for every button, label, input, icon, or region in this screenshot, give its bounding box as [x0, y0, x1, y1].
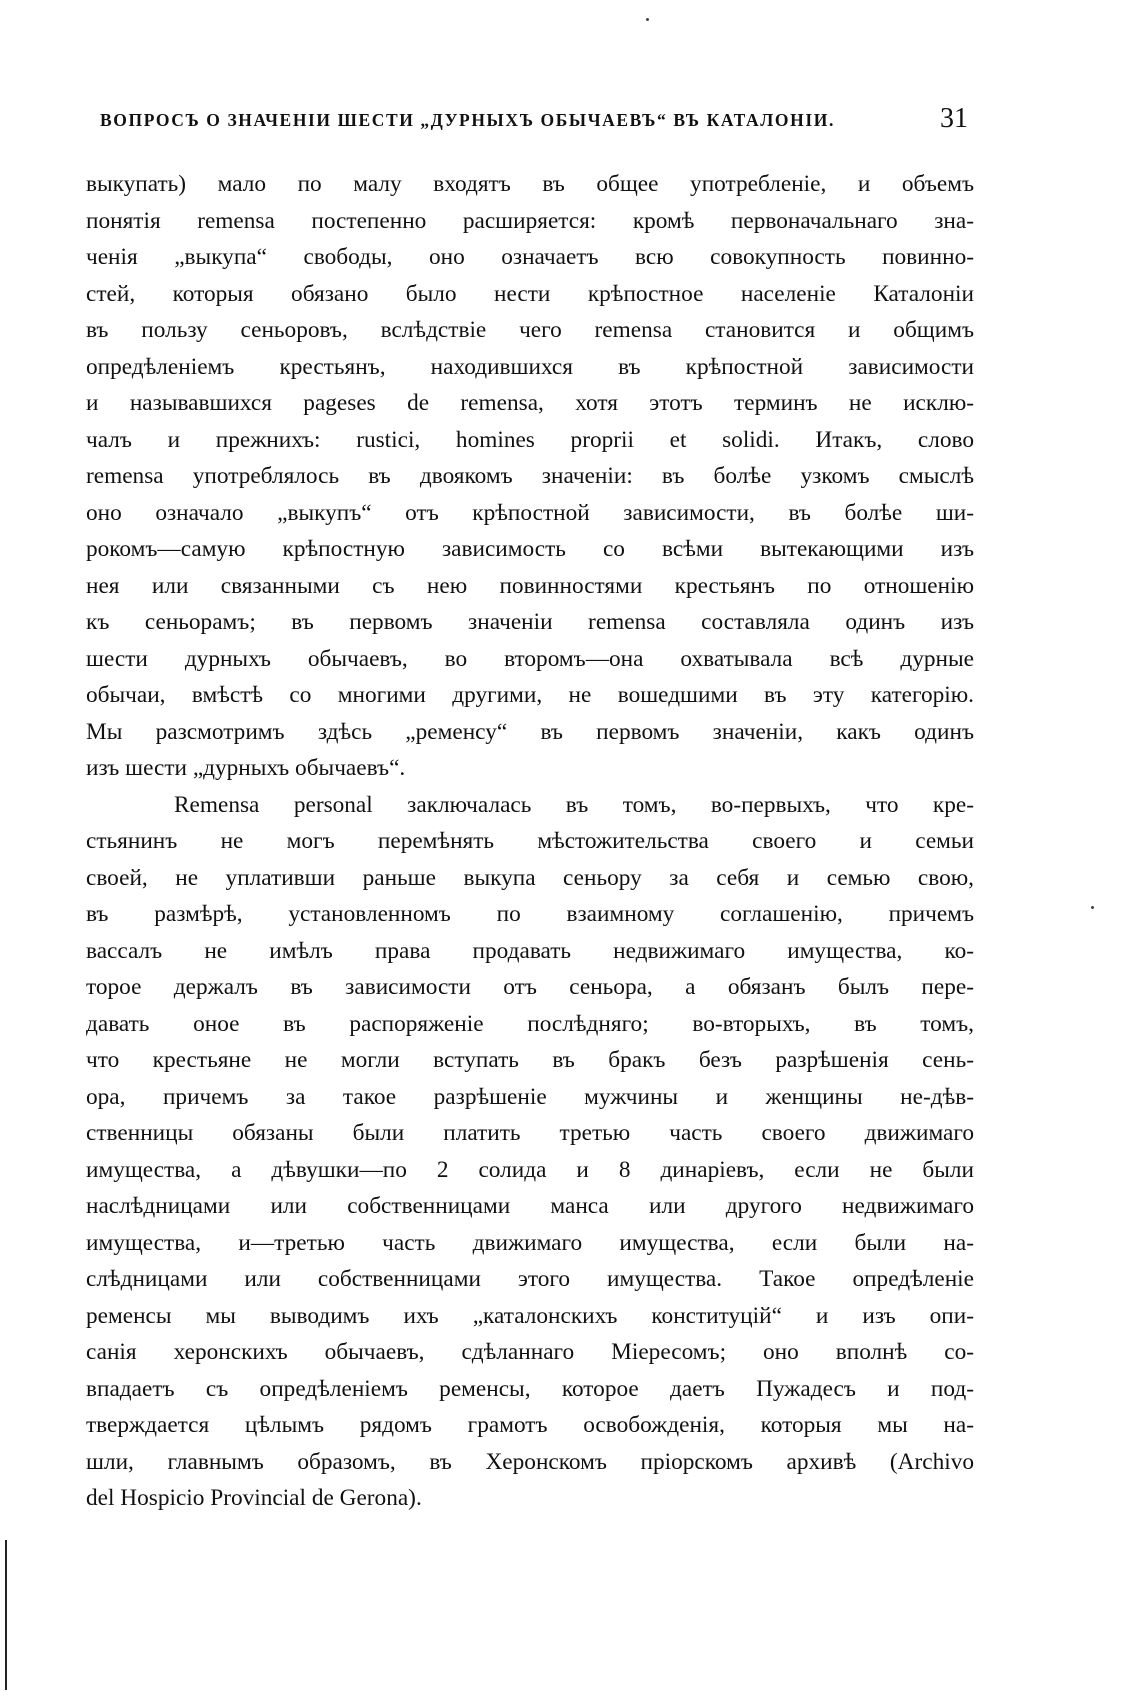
text-line: ственницы обязаны были платить третью часть своего движимаго	[86, 1120, 974, 1146]
text-line: въ пользу сеньоровъ, вслѣдствіе чего remensa становится и общимъ	[86, 317, 974, 343]
text-line: обычаи, вмѣстѣ со многими другими, не вошедшими въ эту категорію.	[86, 682, 974, 708]
text-line: стей, которыя обязано было нести крѣпостное населеніе Каталоніи	[86, 280, 974, 307]
text-line: опредѣленіемъ крестьянъ, находившихся въ крѣпостной зависимости	[86, 353, 974, 380]
text-line: слѣдницами или собственницами этого имущества. Такое опредѣленіе	[86, 1266, 974, 1292]
text-line: ременсы мы выводимъ ихъ „каталонскихъ конституцій“ и изъ опи-	[86, 1302, 974, 1329]
text-line: въ размѣрѣ, установленномъ по взаимному соглашенію, причемъ	[86, 901, 974, 927]
text-line: выкупать) мало по малу входятъ въ общее употребленіе, и объемъ	[86, 171, 974, 197]
running-title: ВОПРОСЪ О ЗНАЧЕНІИ ШЕСТИ „ДУРНЫХЪ ОБЫЧАЕВЪ“ ВЪ КАТАЛОНІИ.	[100, 110, 835, 130]
page-header	[100, 102, 968, 142]
text-line: изъ шести „дурныхъ обычаевъ“.	[86, 755, 406, 781]
text-line: давать оное въ распоряженіе послѣдняго; во-вторыхъ, въ томъ,	[86, 1010, 974, 1037]
text-line: къ сеньорамъ; въ первомъ значеніи remensa составляла одинъ изъ	[86, 609, 974, 635]
text-line: тверждается цѣлымъ рядомъ грамотъ освобожденія, которыя мы на-	[86, 1412, 974, 1438]
paragraph-2	[86, 787, 974, 1517]
text-line: торое держалъ въ зависимости отъ сеньора, а обязанъ былъ пере-	[86, 974, 974, 1000]
text-line: del Hospicio Provincial de Gerona).	[86, 1485, 422, 1511]
body-text	[86, 166, 974, 1517]
scan-speck	[646, 18, 649, 21]
text-line: своей, не уплативши раньше выкупа сеньору за себя и семью свою,	[86, 864, 974, 891]
text-line: имущества, и—третью часть движимаго имущества, если были на-	[86, 1229, 974, 1256]
text-line: впадаетъ съ опредѣленіемъ ременсы, которое даетъ Пужадесъ и под-	[86, 1375, 974, 1402]
scan-edge-line	[5, 1540, 7, 1690]
text-line: Remensa personal заключалась въ томъ, во-первыхъ, что кре-	[174, 791, 974, 818]
text-line: рокомъ—самую крѣпостную зависимость со всѣми вытекающими изъ	[86, 536, 974, 562]
text-line: нея или связанными съ нею повинностями крестьянъ по отношенію	[86, 572, 974, 599]
text-line: что крестьяне не могли вступать въ бракъ безъ разрѣшенія сень-	[86, 1047, 974, 1073]
text-line: ора, причемъ за такое разрѣшеніе мужчины и женщины не-дѣв-	[86, 1083, 974, 1110]
text-line: шести дурныхъ обычаевъ, во второмъ—она охватывала всѣ дурные	[86, 645, 974, 672]
text-line: понятія remensa постепенно расширяется: кромѣ первоначальнаго зна-	[86, 207, 974, 234]
text-line: санія херонскихъ обычаевъ, сдѣланнаго Міересомъ; оно вполнѣ со-	[86, 1339, 974, 1365]
text-line: чалъ и прежнихъ: rustici, homines proprii et solidi. Итакъ, слово	[86, 426, 974, 453]
text-line: стьянинъ не могъ перемѣнять мѣстожительства своего и семьи	[86, 828, 974, 854]
text-line: оно означало „выкупъ“ отъ крѣпостной зависимости, въ болѣе ши-	[86, 499, 974, 526]
text-line: шли, главнымъ образомъ, въ Херонскомъ пріорскомъ архивѣ (Archivo	[86, 1448, 974, 1475]
text-line: ченія „выкупа“ свободы, оно означаетъ всю совокупность повинно-	[86, 244, 974, 270]
text-line: remensa употреблялось въ двоякомъ значеніи: въ болѣе узкомъ смыслѣ	[86, 463, 974, 489]
text-line: имущества, а дѣвушки—по 2 солида и 8 динаріевъ, если не были	[86, 1156, 974, 1183]
page-number: 31	[940, 103, 968, 134]
text-line: Мы разсмотримъ здѣсь „ременсу“ въ первомъ значеніи, какъ одинъ	[86, 718, 974, 745]
text-line: вассалъ не имѣлъ права продавать недвижимаго имущества, ко-	[86, 937, 974, 964]
text-line: наслѣдницами или собственницами манса или другого недвижимаго	[86, 1193, 974, 1219]
paragraph-1	[86, 166, 974, 787]
text-line: и называвшихся pageses de remensa, хотя этотъ терминъ не исклю-	[86, 390, 974, 416]
scan-speck	[1091, 906, 1094, 909]
